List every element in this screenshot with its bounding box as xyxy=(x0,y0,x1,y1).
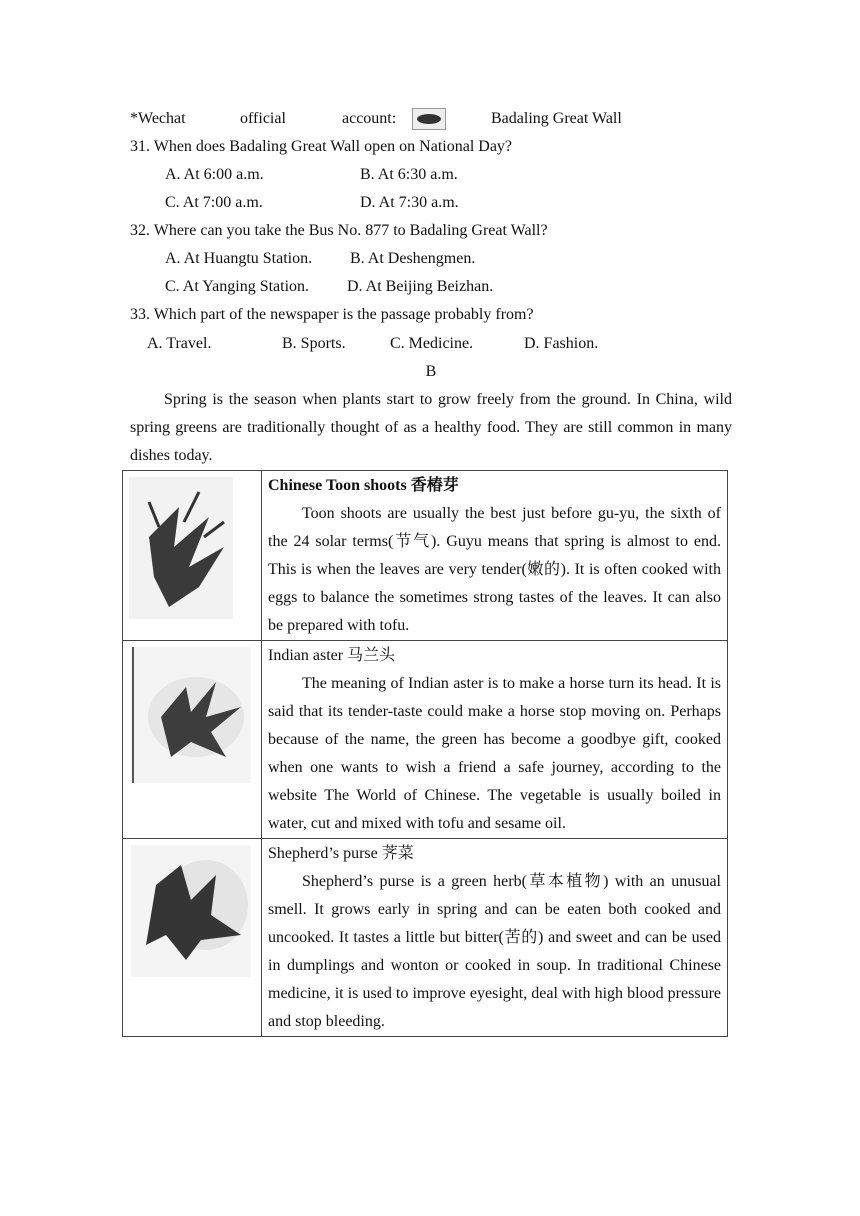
qr-code-icon xyxy=(412,108,446,130)
text-cell xyxy=(262,641,728,839)
q32-option-c: C. At Yanging Station. xyxy=(165,278,310,295)
table-row xyxy=(123,471,728,641)
green-title: Shepherd’s purse 荠菜 xyxy=(268,845,414,862)
wechat-label: *Wechat xyxy=(130,110,186,127)
section-heading: B xyxy=(425,363,437,380)
q33-option-c: C. Medicine. xyxy=(390,335,474,352)
green-title: Indian aster 马兰头 xyxy=(268,647,396,664)
q31-option-b: B. At 6:30 a.m. xyxy=(360,166,458,183)
green-description: Toon shoots are usually the best just before gu-yu, the sixth of the 24 solar terms(节气). Guyu means that spring is almost to end. This is when the leaves are very tender(嫩的). It is often cooked with eggs to balance the sometimes strong tastes of the leaves. It can also be prepared with tofu. xyxy=(268,505,721,634)
q32-option-b: B. At Deshengmen. xyxy=(350,250,476,267)
q33-option-d: D. Fashion. xyxy=(524,335,599,352)
question-32: 32. Where can you take the Bus No. 877 to Badaling Great Wall? xyxy=(130,222,548,239)
account-name: Badaling Great Wall xyxy=(491,110,622,127)
q31-option-a: A. At 6:00 a.m. xyxy=(165,166,264,183)
wechat-line xyxy=(130,105,732,133)
question-33: 33. Which part of the newspaper is the passage probably from? xyxy=(130,306,534,323)
table-row xyxy=(123,641,728,839)
table-row xyxy=(123,839,728,1037)
q32-option-d: D. At Beijing Beizhan. xyxy=(347,278,494,295)
toon-shoots-photo xyxy=(129,477,233,619)
official-label: official xyxy=(240,110,286,127)
image-cell xyxy=(123,641,262,839)
green-title: Chinese Toon shoots 香椿芽 xyxy=(268,477,459,494)
question-31: 31. When does Badaling Great Wall open on National Day? xyxy=(130,138,513,155)
q31-option-c: C. At 7:00 a.m. xyxy=(165,194,263,211)
q31-option-d: D. At 7:30 a.m. xyxy=(360,194,459,211)
shepherds-purse-photo xyxy=(131,845,251,977)
text-cell xyxy=(262,471,728,641)
section-intro: Spring is the season when plants start to grow freely from the ground. In China, wild spring greens are traditionally thought of as a healthy food. They are still common in many dishes today. xyxy=(130,391,732,464)
image-cell xyxy=(123,471,262,641)
account-label: account: xyxy=(342,110,397,127)
image-cell xyxy=(123,839,262,1037)
q33-option-b: B. Sports. xyxy=(282,335,346,352)
indian-aster-photo xyxy=(131,647,251,783)
green-description: The meaning of Indian aster is to make a horse turn its head. It is said that its tender-taste could make a horse stop moving on. Perhaps because of the name, the green has become a goodbye gift, cooked when one wants to wish a friend a safe journey, according to the website The World of Chinese. The vegetable is usually boiled in water, cut and mixed with tofu and sesame oil. xyxy=(268,675,721,832)
spring-greens-table xyxy=(122,470,728,1037)
q33-option-a: A. Travel. xyxy=(147,335,212,352)
green-description: Shepherd’s purse is a green herb(草本植物) with an unusual smell. It grows early in spring and can be eaten both cooked and uncooked. It tastes a little but bitter(苦的) and sweet and can be used in dumplings and wonton or cooked in soup. In traditional Chinese medicine, it is used to improve eyesight, deal with high blood pressure and stop bleeding. xyxy=(268,873,721,1030)
text-cell xyxy=(262,839,728,1037)
q32-option-a: A. At Huangtu Station. xyxy=(165,250,313,267)
